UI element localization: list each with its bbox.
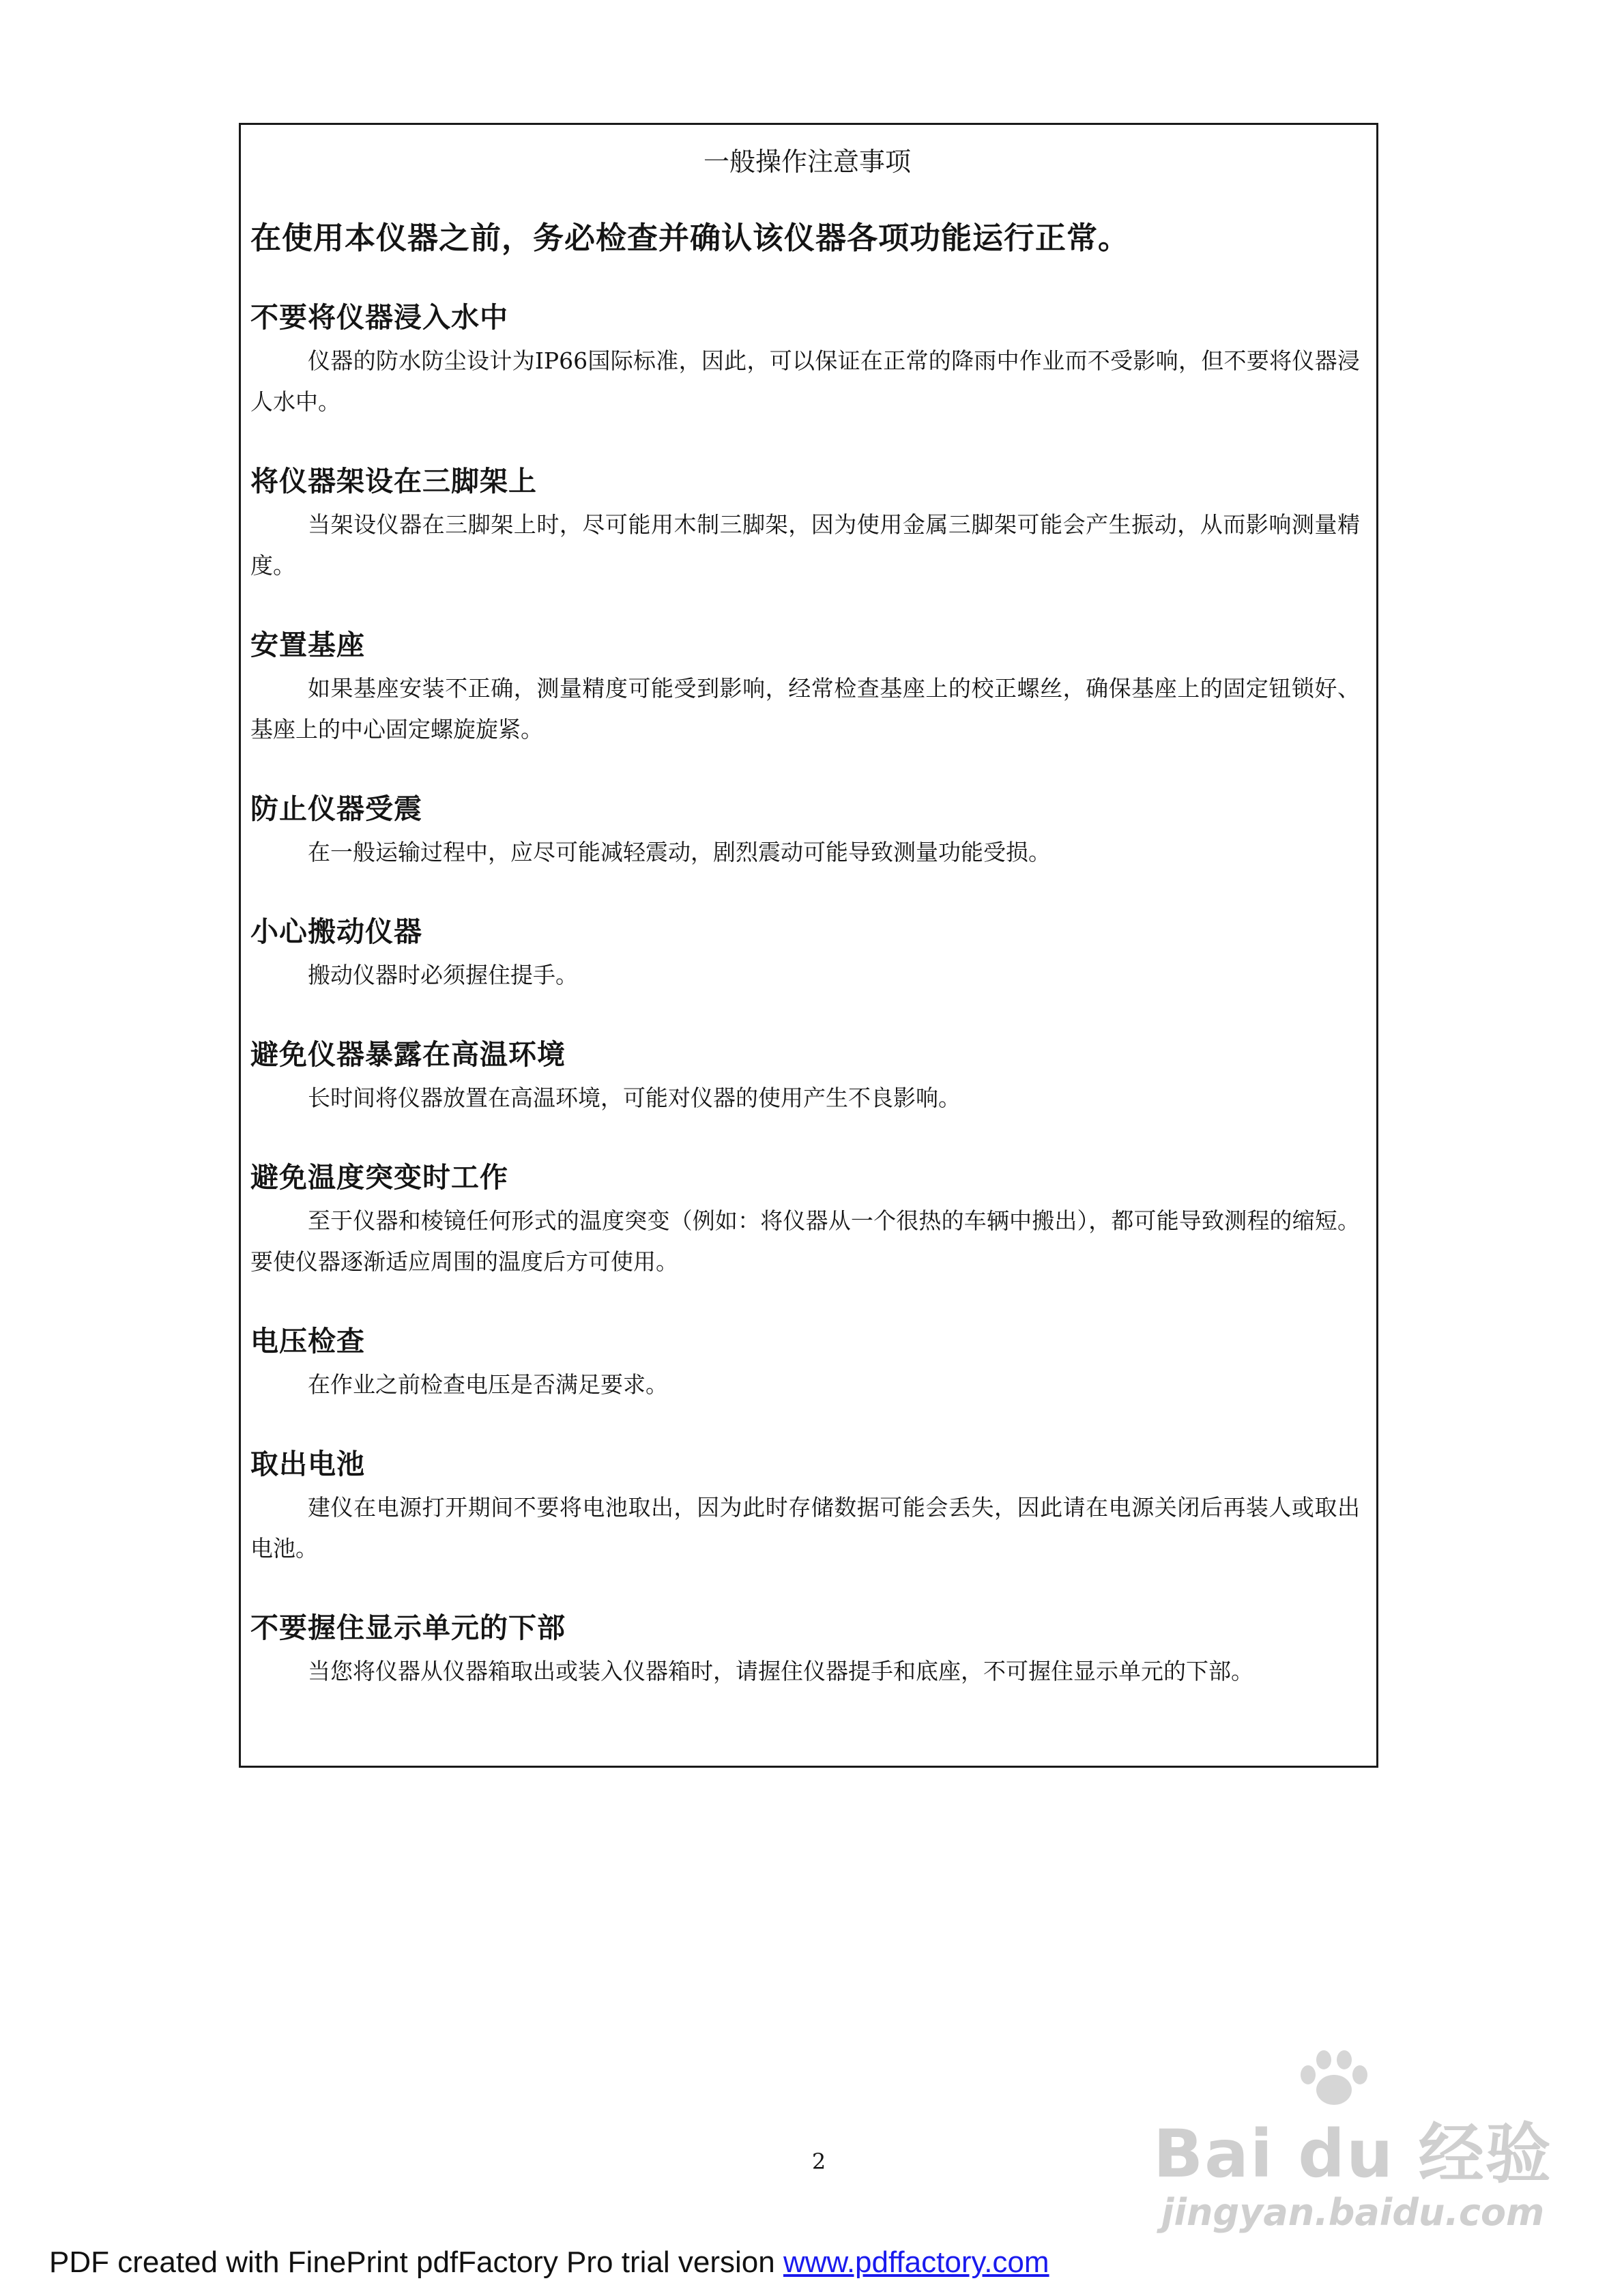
sections-container (250, 298, 1364, 1692)
footer-text: PDF created with FinePrint pdfFactory Pro trial version (49, 2245, 783, 2279)
section-heading: 不要将仪器浸入水中 (250, 301, 508, 334)
section-heat (250, 1035, 1364, 1119)
warning-text: 在使用本仪器之前，务必检查并确认该仪器各项功能运行正常。 (250, 220, 1130, 256)
section-body: 至于仪器和棱镜任何形式的温度突变（例如：将仪器从一个很热的车辆中搬出），都可能导致测程的缩短。要使仪器逐渐适应周围的温度后方可使用。 (250, 1207, 1360, 1275)
paw-icon (1293, 2048, 1375, 2109)
section-body: 长时间将仪器放置在高温环境，可能对仪器的使用产生不良影响。 (308, 1085, 961, 1111)
section-heading: 不要握住显示单元的下部 (250, 1611, 566, 1644)
footer-link[interactable]: www.pdffactory.com (783, 2245, 1049, 2279)
section-battery (250, 1445, 1364, 1569)
section-carry (250, 913, 1364, 996)
section-display-unit (250, 1609, 1364, 1692)
section-body: 在作业之前检查电压是否满足要求。 (308, 1371, 668, 1398)
section-heading: 防止仪器受震 (250, 792, 422, 825)
notice-box (239, 123, 1378, 1768)
pdf-footer (49, 2245, 1049, 2280)
section-heading: 将仪器架设在三脚架上 (250, 465, 537, 498)
section-temperature (250, 1158, 1364, 1282)
section-body: 仪器的防水防尘设计为IP66国际标准，因此，可以保证在正常的降雨中作业而不受影响，但不要将仪器浸人水中。 (250, 347, 1360, 415)
watermark-brand: Bai du 经验 (1153, 2116, 1552, 2192)
section-heading: 安置基座 (250, 629, 365, 661)
page-number: 2 (811, 2149, 826, 2175)
baidu-jingyan-watermark (1153, 2089, 1552, 2234)
section-body: 建仪在电源打开期间不要将电池取出，因为此时存储数据可能会丢失，因此请在电源关闭后再装人或取出电池。 (250, 1494, 1360, 1562)
section-waterproof (250, 298, 1364, 422)
section-tripod (250, 462, 1364, 586)
section-body: 当您将仪器从仪器箱取出或装入仪器箱时，请握住仪器提手和底座，不可握住显示单元的下部。 (308, 1658, 1253, 1684)
section-body: 搬动仪器时必须握住提手。 (308, 962, 578, 988)
section-body: 在一般运输过程中，应尽可能减轻震动，剧烈震动可能导致测量功能受损。 (308, 839, 1051, 865)
section-heading: 避免仪器暴露在高温环境 (250, 1038, 566, 1071)
section-heading: 小心搬动仪器 (250, 915, 422, 948)
section-heading: 取出电池 (250, 1448, 365, 1480)
watermark-url: jingyan.baidu.com (1161, 2191, 1545, 2234)
section-heading: 避免温度突变时工作 (250, 1161, 508, 1194)
section-voltage (250, 1322, 1364, 1405)
section-heading: 电压检查 (250, 1325, 365, 1358)
section-body: 当架设仪器在三脚架上时，尽可能用木制三脚架，因为使用金属三脚架可能会产生振动，从而影响测量精度。 (250, 511, 1360, 579)
section-shock (250, 790, 1364, 873)
box-title: 一般操作注意事项 (703, 147, 911, 177)
section-tribrach (250, 626, 1364, 750)
section-body: 如果基座安装不正确，测量精度可能受到影响，经常检查基座上的校正螺丝，确保基座上的固定钮锁好、基座上的中心固定螺旋旋紧。 (250, 675, 1360, 743)
